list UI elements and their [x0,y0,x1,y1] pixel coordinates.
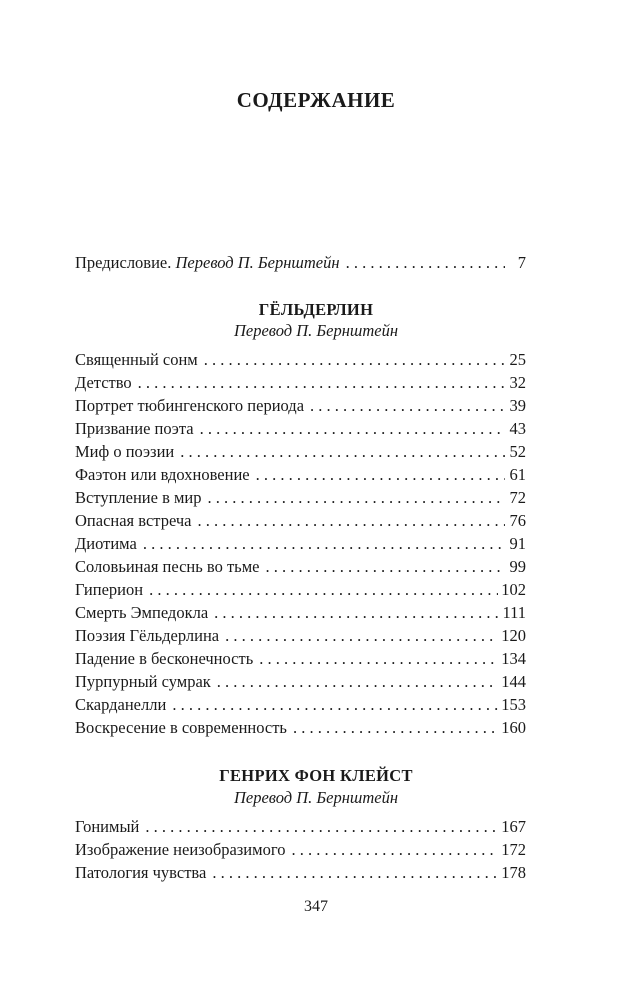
toc-entry-page: 52 [509,442,526,461]
toc-entry-page: 7 [517,253,526,272]
toc-entry-page: 102 [501,580,526,599]
toc-entry-title: Фаэтон или вдохновение [75,465,250,484]
toc-entry-page: 153 [501,695,526,714]
toc-entry[interactable] [75,671,526,693]
toc-entry-page: 32 [509,373,526,392]
page-title: СОДЕРЖАНИЕ [236,88,396,112]
toc-entry-title: Портрет тюбингенского периода [75,396,305,415]
dot-leader [204,349,505,371]
dot-leader [145,816,498,838]
toc-entry-title: Патология чувства [75,863,207,882]
toc-entry-page: 25 [509,350,526,369]
dot-leader [212,862,498,884]
dot-leader [197,510,505,532]
toc-entry-title: Воскресение в современность [75,718,287,737]
toc-entry-title: Диотима [75,534,137,553]
toc-entry[interactable] [75,510,526,532]
dot-leader [172,694,498,716]
toc-entry[interactable] [75,533,526,555]
toc-entry-title: Пурпурный сумрак [75,672,211,691]
dot-leader [138,372,505,394]
toc-entry[interactable] [75,395,526,417]
dot-leader [256,464,505,486]
toc-entry[interactable] [75,602,526,624]
section-title-hoelderlin: ГЁЛЬДЕРЛИН [258,300,374,319]
toc-entry-title: Гиперион [75,580,144,599]
dot-leader [225,625,498,647]
toc-entry[interactable] [75,464,526,486]
toc-entry-page: 178 [501,863,526,882]
toc-entry[interactable] [75,648,526,670]
toc-entry-page: 144 [501,672,526,691]
toc-entry[interactable] [75,441,526,463]
toc-entry-title: Опасная встреча [75,511,192,530]
section-title-kleist: ГЕНРИХ ФОН КЛЕЙСТ [219,766,413,785]
toc-entry-preface[interactable] [75,252,526,274]
toc-entry-title: Предисловие. Перевод П. Бернштейн [75,253,340,272]
toc-entry-page: 39 [509,396,526,415]
dot-leader [310,395,505,417]
toc-entry-page: 172 [501,840,526,859]
dot-leader [259,648,498,670]
dot-leader [293,717,498,739]
toc-entry[interactable] [75,862,526,884]
dot-leader [265,556,505,578]
toc-entry-title: Детство [75,373,132,392]
toc-entry-page: 167 [501,817,526,836]
toc-entry-page: 61 [509,465,526,484]
toc-entry-title: Миф о поэзии [75,442,175,461]
dot-leader [291,839,498,861]
toc-entry-page: 43 [509,419,526,438]
toc-entry-page: 134 [501,649,526,668]
toc-entry-page: 111 [502,603,526,622]
toc-entry-title: Призвание поэта [75,419,194,438]
toc-entry[interactable] [75,349,526,371]
toc-entry[interactable] [75,717,526,739]
toc-entry-title: Поэзия Гёльдерлина [75,626,220,645]
toc-entry-title: Вступление в мир [75,488,202,507]
toc-entry-title: Соловьиная песнь во тьме [75,557,260,576]
toc-entry-page: 160 [501,718,526,737]
toc-entry[interactable] [75,694,526,716]
section-translator-hoelderlin: Перевод П. Бернштейн [233,321,399,340]
dot-leader [217,671,498,693]
page-number: 347 [304,898,328,915]
toc-entry-title: Гонимый [75,817,140,836]
dot-leader [214,602,499,624]
toc-entry-title: Изображение неизобразимого [75,840,286,859]
toc-entry-translator: Перевод П. Бернштейн [175,253,340,272]
toc-entry-page: 76 [509,511,526,530]
toc-entry[interactable] [75,556,526,578]
toc-entry-page: 91 [509,534,526,553]
toc-entry[interactable] [75,816,526,838]
toc-entry-title: Падение в бесконечность [75,649,254,668]
dot-leader [143,533,505,555]
dot-leader [149,579,498,601]
toc-entry-title: Скарданелли [75,695,167,714]
toc-entry[interactable] [75,418,526,440]
toc-entry-page: 120 [501,626,526,645]
toc-entry[interactable] [75,625,526,647]
dot-leader [208,487,505,509]
toc-entry-title: Смерть Эмпедокла [75,603,209,622]
dot-leader [200,418,505,440]
dot-leader [346,252,505,274]
toc-entry-title: Священный сонм [75,350,198,369]
toc-entry[interactable] [75,839,526,861]
dot-leader [180,441,505,463]
toc-entry-page: 99 [509,557,526,576]
toc-entry[interactable] [75,372,526,394]
toc-entry[interactable] [75,579,526,601]
toc-entry[interactable] [75,487,526,509]
section-translator-kleist: Перевод П. Бернштейн [233,788,399,807]
toc-entry-page: 72 [509,488,526,507]
